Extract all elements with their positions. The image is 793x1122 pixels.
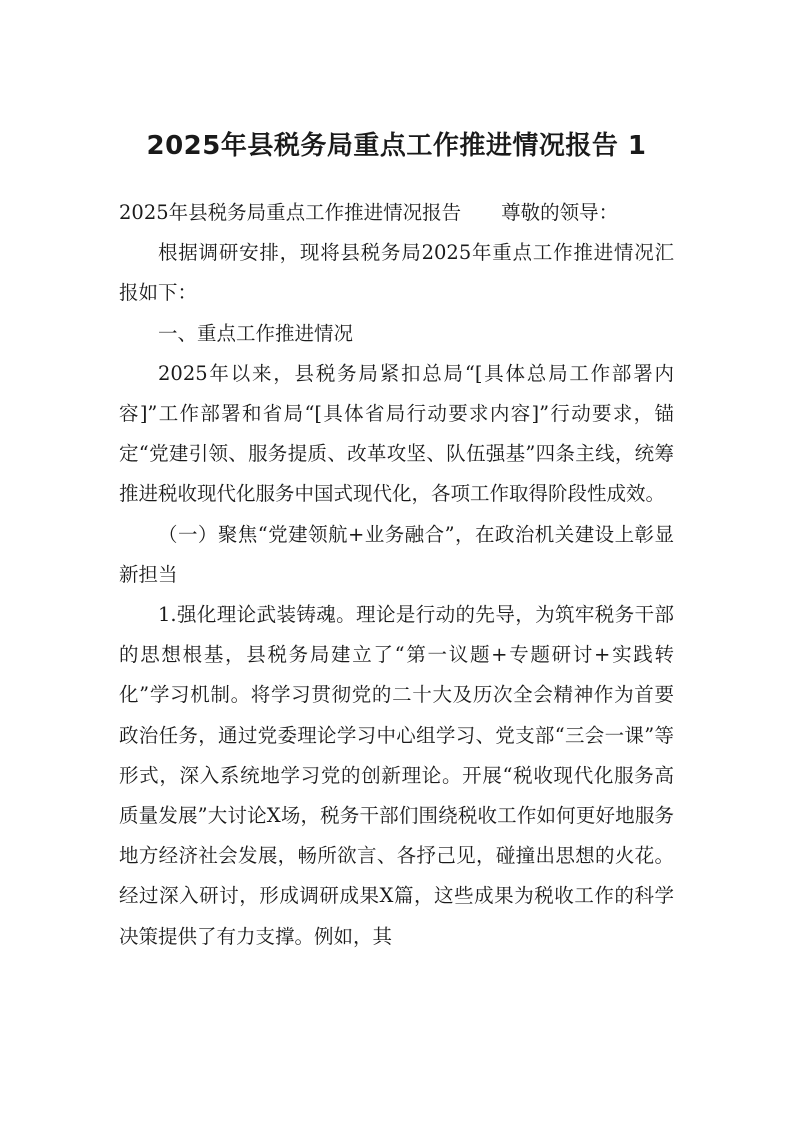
section-heading-1: 一、重点工作推进情况	[158, 321, 354, 345]
paragraph-overview: 2025年以来，县税务局紧扣总局“[具体总局工作部署内容]”工作部署和省局“[具体省局行动要求内容]”行动要求，锚定“党建引领、服务提质、改革攻坚、队伍强基”四条主线，统筹推进税收现代化服务中国式现代化，各项工作取得阶段性成效。	[119, 361, 674, 506]
paragraph-theory: 1.强化理论武装铸魂。理论是行动的先导，为筑牢税务干部的思想根基，县税务局建立了“第一议题+专题研讨+实践转化”学习机制。将学习贯彻党的二十大及历次全会精神作为首要政治任务，通过党委理论学习中心组学习、党支部“三会一课”等形式，深入系统地学习党的创新理论。开展“税收现代化服务高质量发展”大讨论X场，税务干部们围绕税收工作如何更好地服务地方经济社会发展，畅所欲言、各抒己见，碰撞出思想的火花。经过深入研讨，形成调研成果X篇，这些成果为税收工作的科学决策提供了有力支撑。例如，其	[119, 603, 674, 948]
document-body	[119, 193, 674, 957]
salutation: 尊敬的领导：	[501, 201, 619, 224]
paragraph-intro: 根据调研安排，现将县税务局2025年重点工作推进情况汇报如下：	[119, 241, 674, 305]
intro-line	[119, 193, 674, 233]
subsection-heading-1: （一）聚焦“党建领航+业务融合”，在政治机关建设上彰显新担当	[119, 522, 674, 586]
document-title: 2025年县税务局重点工作推进情况报告 1	[146, 131, 647, 161]
intro-doc-name: 2025年县税务局重点工作推进情况报告	[119, 201, 462, 224]
